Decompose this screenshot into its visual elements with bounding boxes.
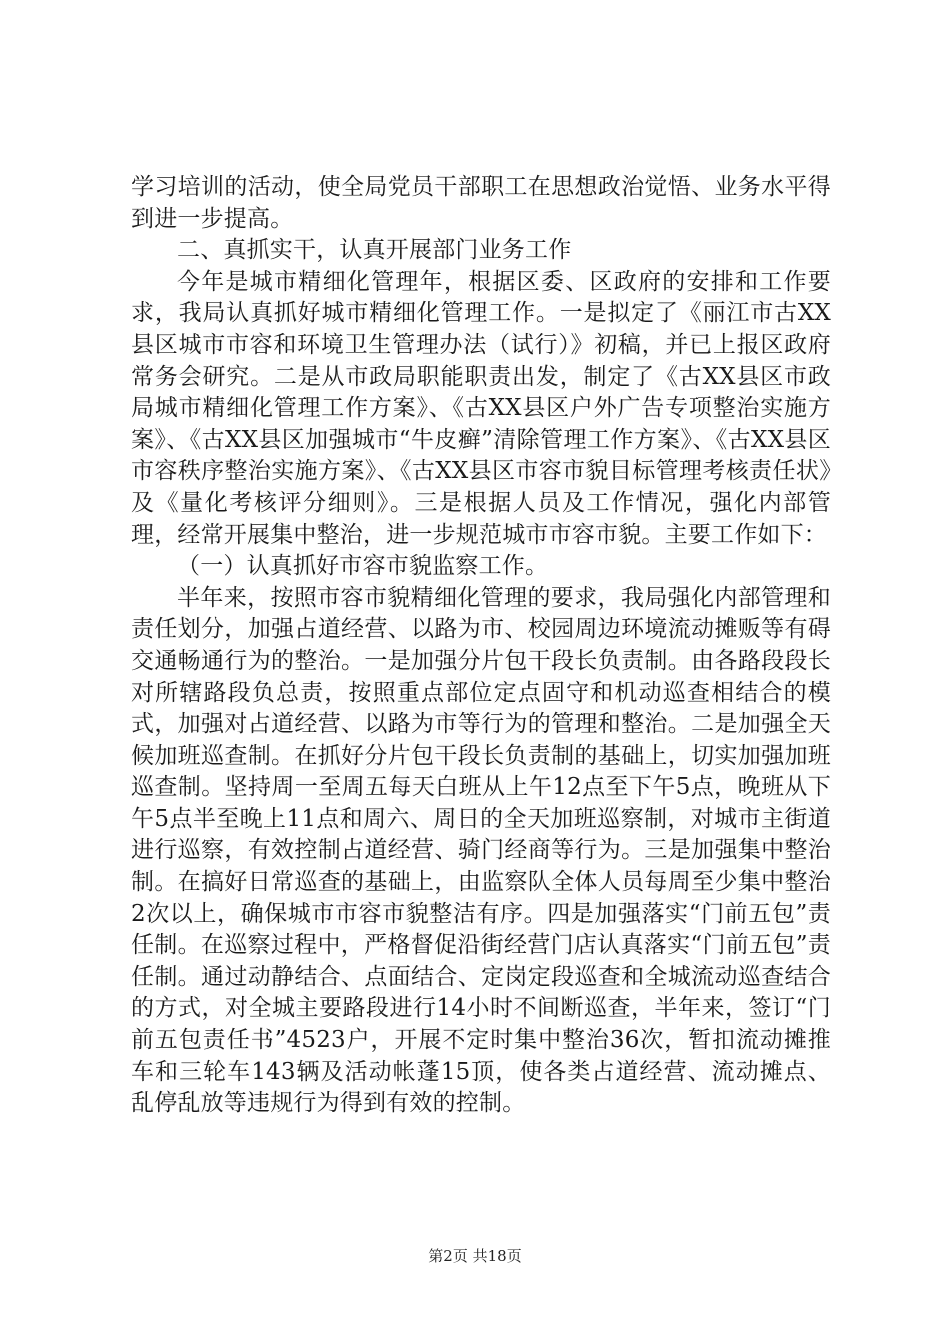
document-body bbox=[131, 172, 831, 1120]
subsection-heading: （一）认真抓好市容市貌监察工作。 bbox=[177, 553, 549, 580]
paragraph-continuation: 学习培训的活动，使全局党员干部职工在思想政治觉悟、业务水平得到进一步提高。 bbox=[131, 174, 831, 232]
paragraph-details: 半年来，按照市容市貌精细化管理的要求，我局强化内部管理和责任划分，加强占道经营、以路为市、校园周边环境流动摊贩等有碍交通畅通行为的整治。一是加强分片包干段长负责制。由各路段段长对所辖路段负总责，按照重点部位定点固守和机动巡查相结合的模式，加强对占道经营、以路为市等行为的管理和整治。二是加强全天候加班巡查制。在抓好分片包干段长负责制的基础上，切实加强加班巡查制。坚持周一至周五每天白班从上午12点至下午5点，晚班从下午5点半至晚上11点和周六、周日的全天加班巡察制，对城市主街道进行巡察，有效控制占道经营、骑门经商等行为。三是加强集中整治制。在搞好日常巡查的基础上，由监察队全体人员每周至少集中整治2次以上，确保城市市容市貌整洁有序。四是加强落实“门前五包”责任制。在巡察过程中，严格督促沿街经营门店认真落实“门前五包”责任制。通过动静结合、点面结合、定岗定段巡查和全城流动巡查结合的方式，对全城主要路段进行14小时不间断巡查，半年来，签订“门前五包责任书”4523户，开展不定时集中整治36次，暂扣流动摊推车和三轮车143辆及活动帐蓬15顶，使各类占道经营、流动摊点、乱停乱放等违规行为得到有效的控制。 bbox=[131, 584, 831, 1117]
page-number-footer: 第2页 共18页 bbox=[428, 1247, 522, 1265]
section-heading: 二、真抓实干，认真开展部门业务工作 bbox=[177, 237, 572, 264]
paragraph-overview: 今年是城市精细化管理年，根据区委、区政府的安排和工作要求，我局认真抓好城市精细化管理工作。一是拟定了《丽江市古XX县区城市市容和环境卫生管理办法（试行）》初稿，并已上报区政府常务会研究。二是从市政局职能职责出发，制定了《古XX县区市政局城市精细化管理工作方案》、《古XX县区户外广告专项整治实施方案》、《古XX县区加强城市“牛皮癣”清除管理工作方案》、《古XX县区市容秩序整治实施方案》、《古XX县区市容市貌目标管理考核责任状》及《量化考核评分细则》。三是根据人员及工作情况，强化内部管理，经常开展集中整治，进一步规范城市市容市貌。主要工作如下： bbox=[131, 268, 831, 548]
